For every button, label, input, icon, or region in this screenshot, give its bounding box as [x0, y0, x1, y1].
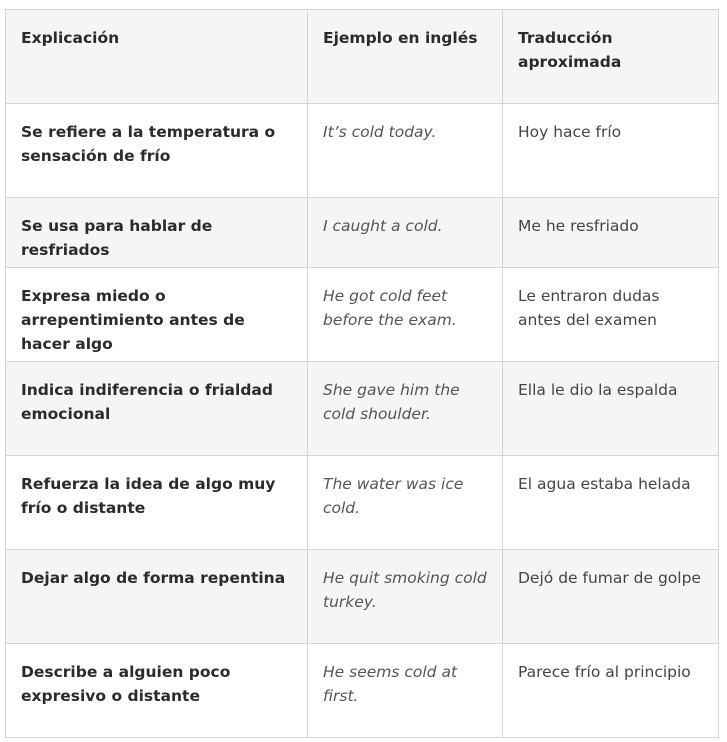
cell-explanation: Refuerza la idea de algo muy frío o distante: [6, 456, 308, 550]
header-translation: Traducción aproximada: [503, 10, 719, 104]
table-row: [6, 550, 719, 644]
cell-example: He got cold feet before the exam.: [308, 268, 503, 362]
cell-explanation: Indica indiferencia o frialdad emocional: [6, 362, 308, 456]
cell-explanation: Expresa miedo o arrepentimiento antes de hacer algo: [6, 268, 308, 362]
table-row: [6, 268, 719, 362]
cell-example: He seems cold at first.: [308, 644, 503, 738]
table-header-row: [6, 10, 719, 104]
header-example: Ejemplo en inglés: [308, 10, 503, 104]
phrases-table: [5, 9, 719, 738]
cell-explanation: Describe a alguien poco expresivo o distante: [6, 644, 308, 738]
table-row: [6, 198, 719, 268]
cell-translation: Le entraron dudas antes del examen: [503, 268, 719, 362]
cell-translation: Parece frío al principio: [503, 644, 719, 738]
cell-translation: Hoy hace frío: [503, 104, 719, 198]
cell-explanation: Se usa para hablar de resfriados: [6, 198, 308, 268]
cell-explanation: Se refiere a la temperatura o sensación de frío: [6, 104, 308, 198]
cell-example: I caught a cold.: [308, 198, 503, 268]
table-row: [6, 362, 719, 456]
cell-example: She gave him the cold shoulder.: [308, 362, 503, 456]
header-explanation: Explicación: [6, 10, 308, 104]
cell-explanation: Dejar algo de forma repentina: [6, 550, 308, 644]
cell-translation: Dejó de fumar de golpe: [503, 550, 719, 644]
table-row: [6, 644, 719, 738]
cell-example: The water was ice cold.: [308, 456, 503, 550]
table-row: [6, 456, 719, 550]
table-row: [6, 104, 719, 198]
cell-example: He quit smoking cold turkey.: [308, 550, 503, 644]
cell-translation: El agua estaba helada: [503, 456, 719, 550]
cell-translation: Me he resfriado: [503, 198, 719, 268]
cell-translation: Ella le dio la espalda: [503, 362, 719, 456]
cell-example: It’s cold today.: [308, 104, 503, 198]
